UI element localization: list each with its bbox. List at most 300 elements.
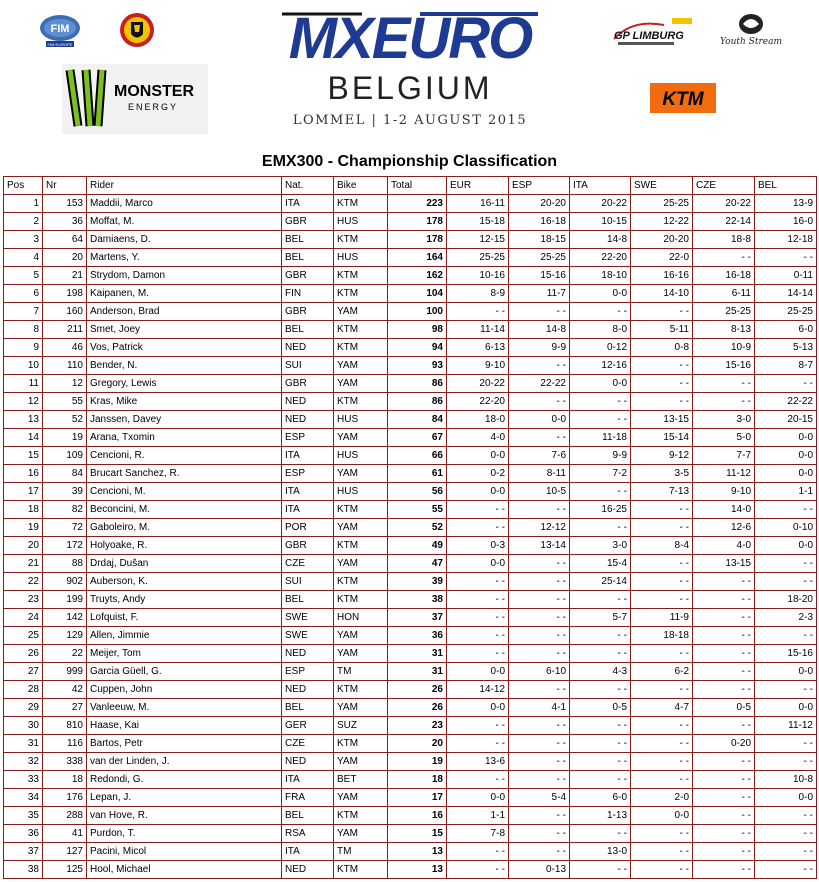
table-row [4, 717, 817, 735]
table-row [4, 465, 817, 483]
youthstream-logo [716, 10, 786, 50]
mxeuro-logo [270, 4, 550, 70]
cell-esp: 0-0 [509, 411, 570, 429]
cell-total: 86 [388, 375, 447, 393]
cell-swe: 0-0 [631, 807, 693, 825]
cell-swe: - - [631, 771, 693, 789]
cell-cze: 0-20 [693, 735, 755, 753]
cell-nat: BEL [282, 807, 334, 825]
cell-rider: Strydom, Damon [87, 267, 282, 285]
cell-ita: 13-0 [570, 843, 631, 861]
cell-total: 56 [388, 483, 447, 501]
table-row [4, 699, 817, 717]
table-row [4, 501, 817, 519]
cell-cze: 7-7 [693, 447, 755, 465]
mxeuro-logo-text: MXEURO [288, 6, 532, 70]
cell-esp: - - [509, 555, 570, 573]
cell-rider: Gaboleiro, M. [87, 519, 282, 537]
table-row [4, 231, 817, 249]
cell-rider: Garcia Güell, G. [87, 663, 282, 681]
cell-bel: 0-0 [755, 789, 817, 807]
col-header-bel: BEL [755, 177, 817, 195]
cell-cze: 4-0 [693, 537, 755, 555]
cell-nat: BEL [282, 249, 334, 267]
cell-nr: 109 [43, 447, 87, 465]
cell-bike: KTM [334, 231, 388, 249]
fim-europe-logo [36, 12, 84, 48]
cell-bike: HUS [334, 213, 388, 231]
cell-total: 18 [388, 771, 447, 789]
cell-bike: YAM [334, 357, 388, 375]
cell-cze: - - [693, 681, 755, 699]
cell-cze: - - [693, 861, 755, 879]
cell-nat: RSA [282, 825, 334, 843]
cell-rider: Redondi, G. [87, 771, 282, 789]
cell-swe: 0-8 [631, 339, 693, 357]
cell-rider: Truyts, Andy [87, 591, 282, 609]
cell-swe: - - [631, 861, 693, 879]
cell-nat: NED [282, 393, 334, 411]
cell-nat: GER [282, 717, 334, 735]
cell-nr: 199 [43, 591, 87, 609]
cell-cze: - - [693, 717, 755, 735]
cell-cze: 13-15 [693, 555, 755, 573]
cell-bike: KTM [334, 285, 388, 303]
table-row [4, 267, 817, 285]
table-row [4, 411, 817, 429]
cell-cze: 18-8 [693, 231, 755, 249]
cell-nr: 18 [43, 771, 87, 789]
cell-cze: 22-14 [693, 213, 755, 231]
col-header-nr: Nr [43, 177, 87, 195]
cell-esp: 18-15 [509, 231, 570, 249]
cell-nat: GBR [282, 303, 334, 321]
classification-table [3, 176, 817, 879]
cell-eur: 16-11 [447, 195, 509, 213]
cell-bel: 0-0 [755, 465, 817, 483]
cell-swe: - - [631, 393, 693, 411]
cell-nr: 64 [43, 231, 87, 249]
cell-total: 16 [388, 807, 447, 825]
table-row [4, 681, 817, 699]
monster-energy-logo [62, 64, 208, 134]
cell-nat: GBR [282, 213, 334, 231]
cell-nat: ESP [282, 663, 334, 681]
table-header-row [4, 177, 817, 195]
cell-ita: 16-25 [570, 501, 631, 519]
cell-nr: 22 [43, 645, 87, 663]
cell-esp: 16-18 [509, 213, 570, 231]
cell-nat: BEL [282, 321, 334, 339]
cell-ita: 22-20 [570, 249, 631, 267]
cell-total: 178 [388, 231, 447, 249]
cell-cze: - - [693, 771, 755, 789]
cell-esp: - - [509, 753, 570, 771]
cell-nr: 36 [43, 213, 87, 231]
cell-rider: Brucart Sanchez, R. [87, 465, 282, 483]
cell-bike: YAM [334, 753, 388, 771]
cell-swe: - - [631, 303, 693, 321]
cell-esp: - - [509, 681, 570, 699]
cell-bike: TM [334, 843, 388, 861]
cell-pos: 31 [4, 735, 43, 753]
cell-eur: 0-0 [447, 663, 509, 681]
cell-esp: 12-12 [509, 519, 570, 537]
cell-bel: 2-3 [755, 609, 817, 627]
cell-ita: 1-13 [570, 807, 631, 825]
table-row [4, 195, 817, 213]
cell-bel: 18-20 [755, 591, 817, 609]
cell-bike: YAM [334, 375, 388, 393]
cell-bike: YAM [334, 519, 388, 537]
table-row [4, 429, 817, 447]
cell-ita: 12-16 [570, 357, 631, 375]
cell-cze: 20-22 [693, 195, 755, 213]
cell-nr: 55 [43, 393, 87, 411]
cell-bel: - - [755, 861, 817, 879]
gp-limburg-logo-text: GP LIMBURG [614, 30, 684, 42]
cell-eur: 4-0 [447, 429, 509, 447]
cell-nr: 129 [43, 627, 87, 645]
cell-bike: HUS [334, 249, 388, 267]
cell-eur: 18-0 [447, 411, 509, 429]
cell-pos: 36 [4, 825, 43, 843]
cell-total: 104 [388, 285, 447, 303]
cell-pos: 12 [4, 393, 43, 411]
cell-esp: - - [509, 591, 570, 609]
cell-bel: 12-18 [755, 231, 817, 249]
cell-nat: FIN [282, 285, 334, 303]
cell-pos: 34 [4, 789, 43, 807]
cell-total: 94 [388, 339, 447, 357]
cell-cze: - - [693, 627, 755, 645]
fim-logo-text: FIM EUROPE [47, 42, 73, 47]
cell-eur: - - [447, 735, 509, 753]
cell-pos: 22 [4, 573, 43, 591]
cell-cze: - - [693, 789, 755, 807]
cell-esp: - - [509, 771, 570, 789]
cell-total: 23 [388, 717, 447, 735]
cell-total: 31 [388, 663, 447, 681]
col-header-rider: Rider [87, 177, 282, 195]
cell-esp: 0-13 [509, 861, 570, 879]
cell-bel: - - [755, 501, 817, 519]
cell-swe: 3-5 [631, 465, 693, 483]
cell-nat: NED [282, 861, 334, 879]
cell-swe: 7-13 [631, 483, 693, 501]
cell-bike: KTM [334, 681, 388, 699]
cell-eur: - - [447, 843, 509, 861]
col-header-nat: Nat. [282, 177, 334, 195]
cell-bel: 22-22 [755, 393, 817, 411]
cell-esp: 9-9 [509, 339, 570, 357]
cell-ita: 14-8 [570, 231, 631, 249]
cell-esp: 13-14 [509, 537, 570, 555]
cell-rider: Bartos, Petr [87, 735, 282, 753]
cell-eur: 7-8 [447, 825, 509, 843]
cell-rider: Lofquist, F. [87, 609, 282, 627]
cell-pos: 23 [4, 591, 43, 609]
cell-cze: - - [693, 807, 755, 825]
cell-total: 49 [388, 537, 447, 555]
cell-nr: 84 [43, 465, 87, 483]
table-row [4, 735, 817, 753]
cell-pos: 5 [4, 267, 43, 285]
cell-bel: 14-14 [755, 285, 817, 303]
cell-total: 100 [388, 303, 447, 321]
cell-nat: ESP [282, 465, 334, 483]
cell-ita: 5-7 [570, 609, 631, 627]
cell-ita: 4-3 [570, 663, 631, 681]
cell-pos: 6 [4, 285, 43, 303]
cell-ita: - - [570, 861, 631, 879]
cell-bike: HUS [334, 411, 388, 429]
cell-eur: - - [447, 717, 509, 735]
cell-total: 93 [388, 357, 447, 375]
cell-swe: 18-18 [631, 627, 693, 645]
cell-cze: - - [693, 573, 755, 591]
monster-logo-line1: MONSTER [114, 83, 194, 100]
cell-eur: - - [447, 303, 509, 321]
table-row [4, 447, 817, 465]
cell-cze: 11-12 [693, 465, 755, 483]
cell-ita: 9-9 [570, 447, 631, 465]
cell-ita: 7-2 [570, 465, 631, 483]
cell-ita: 18-10 [570, 267, 631, 285]
cell-cze: 10-9 [693, 339, 755, 357]
cell-ita: - - [570, 627, 631, 645]
cell-bike: KTM [334, 735, 388, 753]
cell-bike: KTM [334, 861, 388, 879]
cell-cze: - - [693, 375, 755, 393]
cell-bel: - - [755, 825, 817, 843]
cell-nat: NED [282, 411, 334, 429]
cell-esp: 11-7 [509, 285, 570, 303]
cell-cze: - - [693, 591, 755, 609]
cell-swe: - - [631, 843, 693, 861]
table-row [4, 807, 817, 825]
cell-esp: - - [509, 807, 570, 825]
cell-eur: 9-10 [447, 357, 509, 375]
cell-cze: 0-5 [693, 699, 755, 717]
svg-text:FIM: FIM [50, 23, 70, 35]
cell-pos: 38 [4, 861, 43, 879]
cell-ita: 0-0 [570, 285, 631, 303]
cell-ita: 3-0 [570, 537, 631, 555]
cell-nr: 211 [43, 321, 87, 339]
cell-bike: YAM [334, 627, 388, 645]
cell-bel: - - [755, 573, 817, 591]
cell-total: 15 [388, 825, 447, 843]
col-header-swe: SWE [631, 177, 693, 195]
cell-esp: - - [509, 735, 570, 753]
cell-eur: 0-2 [447, 465, 509, 483]
table-row [4, 843, 817, 861]
cell-nat: ITA [282, 195, 334, 213]
cell-bel: - - [755, 249, 817, 267]
col-header-esp: ESP [509, 177, 570, 195]
cell-eur: 0-0 [447, 555, 509, 573]
cell-nr: 46 [43, 339, 87, 357]
table-row [4, 627, 817, 645]
cell-pos: 1 [4, 195, 43, 213]
cell-nr: 198 [43, 285, 87, 303]
cell-pos: 3 [4, 231, 43, 249]
cell-nr: 125 [43, 861, 87, 879]
cell-total: 178 [388, 213, 447, 231]
cell-ita: - - [570, 753, 631, 771]
cell-total: 86 [388, 393, 447, 411]
cell-nr: 72 [43, 519, 87, 537]
cell-pos: 9 [4, 339, 43, 357]
table-row [4, 555, 817, 573]
cell-total: 26 [388, 699, 447, 717]
cell-pos: 26 [4, 645, 43, 663]
cell-rider: Vanleeuw, M. [87, 699, 282, 717]
cell-bel: 15-16 [755, 645, 817, 663]
cell-rider: Lepan, J. [87, 789, 282, 807]
cell-cze: 8-13 [693, 321, 755, 339]
cell-swe: - - [631, 555, 693, 573]
cell-eur: - - [447, 591, 509, 609]
cell-eur: 12-15 [447, 231, 509, 249]
cell-bel: 11-12 [755, 717, 817, 735]
cell-bike: KTM [334, 591, 388, 609]
cell-eur: 8-9 [447, 285, 509, 303]
cell-pos: 33 [4, 771, 43, 789]
cell-esp: 5-4 [509, 789, 570, 807]
cell-swe: - - [631, 519, 693, 537]
cell-swe: 4-7 [631, 699, 693, 717]
cell-pos: 29 [4, 699, 43, 717]
cell-bel: - - [755, 627, 817, 645]
table-row [4, 321, 817, 339]
cell-cze: 3-0 [693, 411, 755, 429]
cell-nat: NED [282, 753, 334, 771]
cell-esp: - - [509, 717, 570, 735]
cell-ita: - - [570, 825, 631, 843]
cell-cze: - - [693, 843, 755, 861]
cell-pos: 20 [4, 537, 43, 555]
table-row [4, 213, 817, 231]
cell-bike: KTM [334, 339, 388, 357]
cell-nat: SUI [282, 357, 334, 375]
cell-bel: 13-9 [755, 195, 817, 213]
cell-eur: 15-18 [447, 213, 509, 231]
cell-ita: 10-15 [570, 213, 631, 231]
cell-nat: GBR [282, 537, 334, 555]
cell-esp: 22-22 [509, 375, 570, 393]
cell-swe: 2-0 [631, 789, 693, 807]
cell-pos: 15 [4, 447, 43, 465]
cell-swe: 25-25 [631, 195, 693, 213]
cell-swe: 12-22 [631, 213, 693, 231]
cell-total: 67 [388, 429, 447, 447]
cell-ita: 11-18 [570, 429, 631, 447]
cell-cze: - - [693, 393, 755, 411]
cell-swe: - - [631, 753, 693, 771]
cell-bike: KTM [334, 537, 388, 555]
cell-rider: Martens, Y. [87, 249, 282, 267]
cell-bike: SUZ [334, 717, 388, 735]
cell-nr: 20 [43, 249, 87, 267]
cell-nat: BEL [282, 591, 334, 609]
cell-bel: - - [755, 735, 817, 753]
cell-total: 98 [388, 321, 447, 339]
cell-eur: 0-0 [447, 699, 509, 717]
cell-pos: 11 [4, 375, 43, 393]
cell-total: 39 [388, 573, 447, 591]
cell-esp: 6-10 [509, 663, 570, 681]
cell-swe: 15-14 [631, 429, 693, 447]
table-row [4, 249, 817, 267]
cell-pos: 8 [4, 321, 43, 339]
cell-bike: TM [334, 663, 388, 681]
cell-total: 223 [388, 195, 447, 213]
table-row [4, 339, 817, 357]
cell-bike: YAM [334, 789, 388, 807]
cell-total: 20 [388, 735, 447, 753]
cell-swe: 14-10 [631, 285, 693, 303]
table-row [4, 375, 817, 393]
cell-eur: 20-22 [447, 375, 509, 393]
cell-total: 47 [388, 555, 447, 573]
cell-total: 66 [388, 447, 447, 465]
cell-ita: - - [570, 411, 631, 429]
cell-bel: 0-0 [755, 663, 817, 681]
cell-esp: 4-1 [509, 699, 570, 717]
cell-nat: NED [282, 681, 334, 699]
cell-pos: 10 [4, 357, 43, 375]
cell-bike: YAM [334, 303, 388, 321]
cell-nat: NED [282, 339, 334, 357]
cell-nat: BEL [282, 699, 334, 717]
cell-rider: Cencioni, R. [87, 447, 282, 465]
col-header-cze: CZE [693, 177, 755, 195]
cell-bel: - - [755, 807, 817, 825]
cell-nr: 810 [43, 717, 87, 735]
cell-bike: YAM [334, 465, 388, 483]
cell-bel: - - [755, 375, 817, 393]
cell-ita: - - [570, 519, 631, 537]
cell-nr: 172 [43, 537, 87, 555]
cell-nat: CZE [282, 735, 334, 753]
cell-nr: 19 [43, 429, 87, 447]
cell-rider: Drdaj, Dušan [87, 555, 282, 573]
cell-bel: 16-0 [755, 213, 817, 231]
cell-rider: Cencioni, M. [87, 483, 282, 501]
cell-esp: 20-20 [509, 195, 570, 213]
cell-esp: - - [509, 303, 570, 321]
cell-bike: KTM [334, 501, 388, 519]
table-row [4, 753, 817, 771]
cell-esp: - - [509, 573, 570, 591]
table-row [4, 573, 817, 591]
cell-eur: - - [447, 609, 509, 627]
cell-eur: 11-14 [447, 321, 509, 339]
cell-ita: 0-5 [570, 699, 631, 717]
cell-nat: ITA [282, 843, 334, 861]
table-row [4, 825, 817, 843]
cell-eur: - - [447, 573, 509, 591]
table-row [4, 303, 817, 321]
table-row [4, 591, 817, 609]
cell-ita: 8-0 [570, 321, 631, 339]
event-header [0, 0, 819, 148]
cell-eur: - - [447, 771, 509, 789]
ktm-logo [650, 83, 716, 113]
cell-eur: 10-16 [447, 267, 509, 285]
